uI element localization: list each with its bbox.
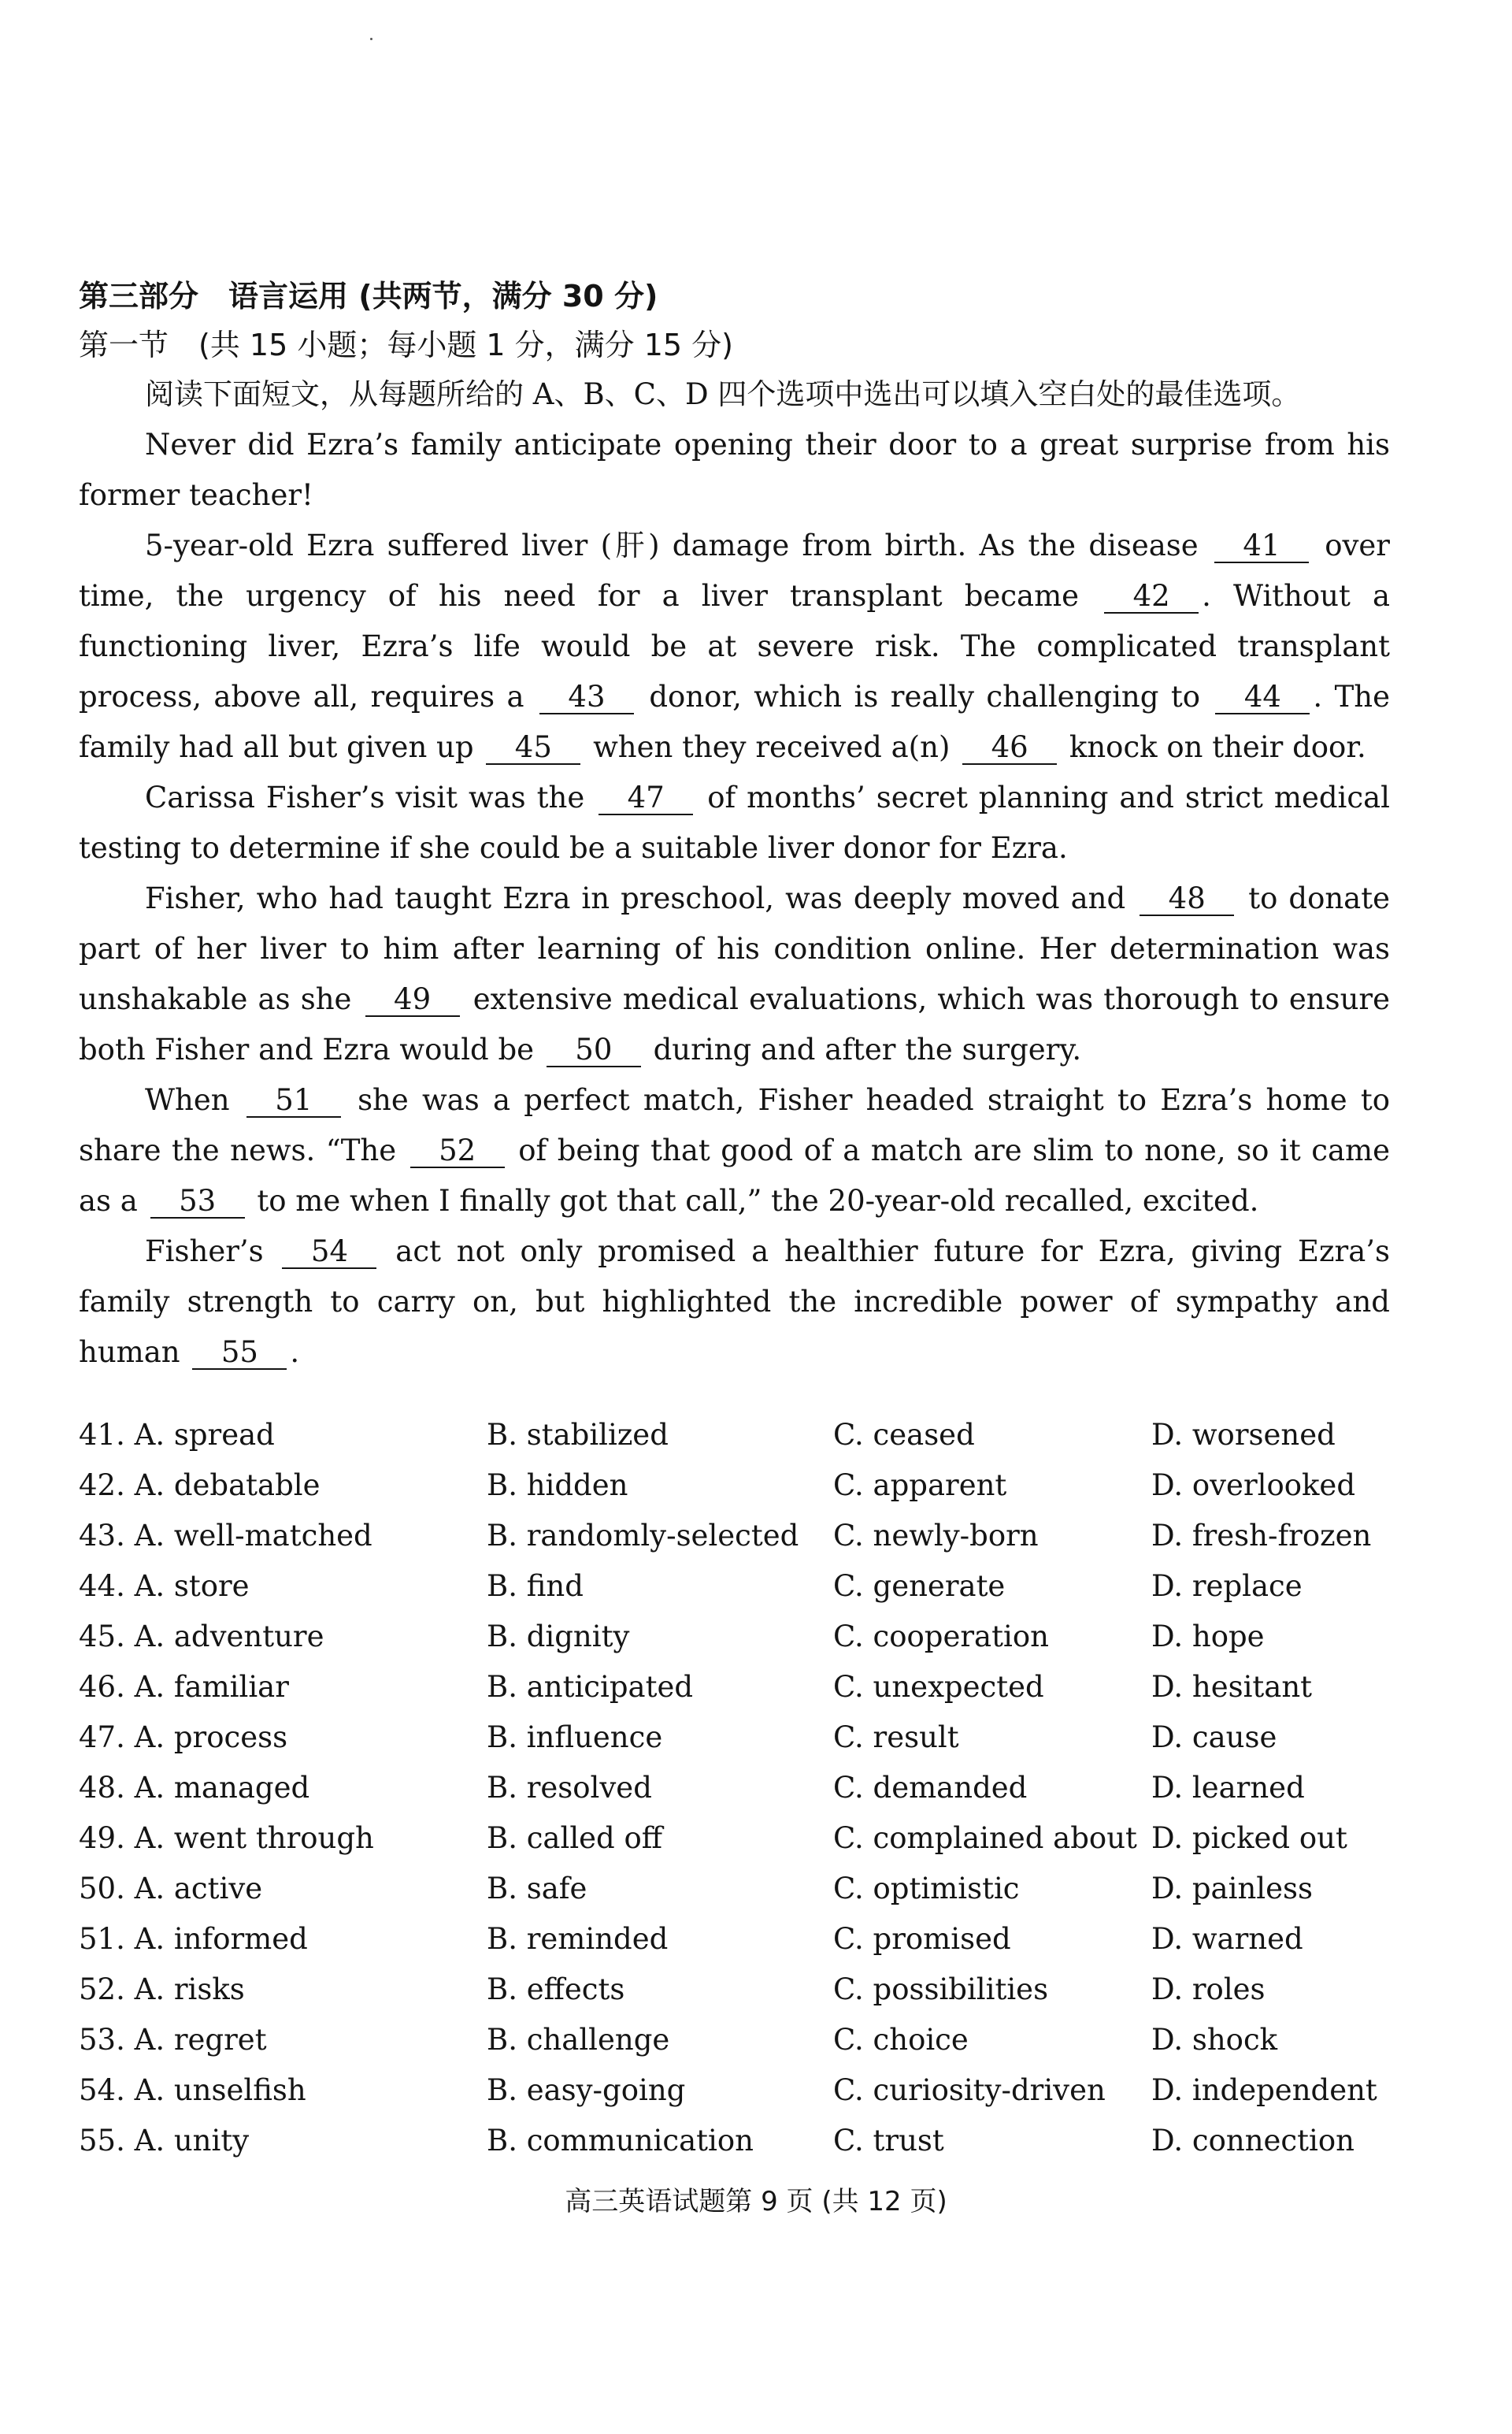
blank-55: 55 bbox=[192, 1337, 287, 1370]
option-d: D. overlooked bbox=[1151, 1468, 1356, 1502]
option-row-42 bbox=[79, 1460, 1402, 1511]
option-b: B. called off bbox=[487, 1821, 663, 1855]
option-a: 48. A. managed bbox=[79, 1771, 310, 1805]
option-a: 51. A. informed bbox=[79, 1922, 308, 1956]
blank-45: 45 bbox=[486, 732, 580, 765]
passage-text: donor, which is really challenging to bbox=[649, 680, 1200, 714]
passage-text: Fisher, who had taught Ezra in preschool, was deeply moved and bbox=[145, 881, 1126, 915]
option-c: C. curiosity-driven bbox=[833, 2073, 1106, 2107]
option-d: D. cause bbox=[1151, 1720, 1277, 1754]
passage-text: When bbox=[145, 1083, 230, 1117]
option-row-50 bbox=[79, 1864, 1402, 1914]
option-c: C. cooperation bbox=[833, 1620, 1049, 1653]
option-a: 43. A. well-matched bbox=[79, 1519, 372, 1553]
option-a: 54. A. unselfish bbox=[79, 2073, 306, 2107]
blank-42: 42 bbox=[1104, 581, 1199, 614]
option-row-43 bbox=[79, 1511, 1402, 1561]
option-a: 41. A. spread bbox=[79, 1418, 275, 1452]
passage-paragraph-2 bbox=[79, 521, 1390, 773]
option-row-54 bbox=[79, 2065, 1402, 2116]
option-row-47 bbox=[79, 1712, 1402, 1763]
blank-53: 53 bbox=[150, 1185, 245, 1219]
option-d: D. roles bbox=[1151, 1972, 1266, 2006]
option-d: D. worsened bbox=[1151, 1418, 1336, 1452]
blank-47: 47 bbox=[598, 782, 693, 815]
option-d: D. learned bbox=[1151, 1771, 1305, 1805]
option-c: C. newly-born bbox=[833, 1519, 1039, 1553]
option-a: 46. A. familiar bbox=[79, 1670, 289, 1704]
option-d: D. connection bbox=[1151, 2124, 1354, 2158]
passage-paragraph-5 bbox=[79, 1075, 1390, 1226]
passage-text: when they received a(n) bbox=[593, 730, 951, 764]
option-d: D. fresh-frozen bbox=[1151, 1519, 1372, 1553]
option-b: B. effects bbox=[487, 1972, 625, 2006]
option-c: C. optimistic bbox=[833, 1872, 1020, 1905]
passage-paragraph-1: Never did Ezra’s family anticipate opening their door to a great surprise from his former teacher! bbox=[79, 428, 1390, 512]
passage-text: to me when I finally got that call,” the 20-year-old recalled, excited. bbox=[257, 1184, 1259, 1218]
passage-text: of being that good of a match are slim to none, so it came as a bbox=[79, 1134, 1390, 1218]
reading-section bbox=[79, 272, 1390, 1378]
option-row-41 bbox=[79, 1410, 1402, 1460]
passage-text: Fisher’s bbox=[145, 1234, 264, 1268]
passage-text: . The family had all but given up bbox=[79, 680, 1391, 764]
option-b: B. randomly-selected bbox=[487, 1519, 799, 1553]
option-c: C. apparent bbox=[833, 1468, 1007, 1502]
passage-paragraph-3 bbox=[79, 773, 1390, 874]
option-d: D. painless bbox=[1151, 1872, 1313, 1905]
option-c: C. unexpected bbox=[833, 1670, 1044, 1704]
option-d: D. hesitant bbox=[1151, 1670, 1313, 1704]
passage-paragraph-4 bbox=[79, 874, 1390, 1075]
option-row-53 bbox=[79, 2015, 1402, 2065]
passage-text: extensive medical evaluations, which was thorough to ensure both Fisher and Ezra would be bbox=[79, 982, 1391, 1067]
option-row-52 bbox=[79, 1965, 1402, 2015]
blank-43: 43 bbox=[539, 681, 634, 714]
blank-51: 51 bbox=[246, 1085, 341, 1118]
subsection-title: 第一节 (共 15 小题；每小题 1 分，满分 15 分) bbox=[79, 328, 734, 362]
option-a: 42. A. debatable bbox=[79, 1468, 321, 1502]
option-a: 49. A. went through bbox=[79, 1821, 374, 1855]
passage-text: knock on their door. bbox=[1069, 730, 1366, 764]
option-c: C. complained about bbox=[833, 1821, 1137, 1855]
passage-text: . bbox=[290, 1335, 300, 1369]
passage-text: 5-year-old Ezra suffered liver (肝) damage from birth. As the disease bbox=[145, 529, 1199, 562]
option-c: C. promised bbox=[833, 1922, 1011, 1956]
option-b: B. challenge bbox=[487, 2023, 670, 2057]
option-b: B. reminded bbox=[487, 1922, 669, 1956]
option-c: C. result bbox=[833, 1720, 959, 1754]
option-d: D. independent bbox=[1151, 2073, 1377, 2107]
option-b: B. dignity bbox=[487, 1620, 630, 1653]
option-b: B. easy-going bbox=[487, 2073, 686, 2107]
option-c: C. ceased bbox=[833, 1418, 975, 1452]
option-c: C. possibilities bbox=[833, 1972, 1049, 2006]
option-c: C. choice bbox=[833, 2023, 969, 2057]
instructions: 阅读下面短文，从每题所给的 A、B、C、D 四个选项中选出可以填入空白处的最佳选项。 bbox=[145, 377, 1301, 411]
answer-options bbox=[79, 1410, 1402, 2166]
page-footer: 高三英语试题第 9 页 (共 12 页) bbox=[565, 2186, 947, 2217]
option-row-49 bbox=[79, 1813, 1402, 1864]
passage-text: during and after the surgery. bbox=[653, 1033, 1082, 1067]
blank-48: 48 bbox=[1140, 883, 1234, 916]
option-b: B. anticipated bbox=[487, 1670, 694, 1704]
option-row-51 bbox=[79, 1914, 1402, 1965]
option-d: D. replace bbox=[1151, 1569, 1303, 1603]
option-row-46 bbox=[79, 1662, 1402, 1712]
option-b: B. stabilized bbox=[487, 1418, 669, 1452]
section-title: 第三部分 语言运用 (共两节，满分 30 分) bbox=[79, 279, 658, 314]
passage-text: Carissa Fisher’s visit was the bbox=[145, 781, 585, 814]
option-b: B. communication bbox=[487, 2124, 754, 2158]
option-row-55 bbox=[79, 2116, 1402, 2166]
blank-50: 50 bbox=[547, 1034, 641, 1067]
option-c: C. demanded bbox=[833, 1771, 1028, 1805]
passage-text: to donate part of her liver to him after learning of his condition online. Her determination was unshakable as she bbox=[79, 881, 1391, 1016]
option-a: 55. A. unity bbox=[79, 2124, 250, 2158]
option-a: 53. A. regret bbox=[79, 2023, 267, 2057]
option-a: 50. A. active bbox=[79, 1872, 263, 1905]
passage-paragraph-6 bbox=[79, 1226, 1390, 1378]
option-b: B. influence bbox=[487, 1720, 663, 1754]
option-a: 52. A. risks bbox=[79, 1972, 245, 2006]
option-d: D. warned bbox=[1151, 1922, 1303, 1956]
option-c: C. generate bbox=[833, 1569, 1006, 1603]
option-d: D. hope bbox=[1151, 1620, 1265, 1653]
option-a: 45. A. adventure bbox=[79, 1620, 324, 1653]
option-a: 44. A. store bbox=[79, 1569, 250, 1603]
passage-text: she was a perfect match, Fisher headed straight to Ezra’s home to share the news. “The bbox=[79, 1083, 1390, 1167]
passage-text: of months’ secret planning and strict medical testing to determine if she could be a suitable liver donor for Ezra. bbox=[79, 781, 1390, 865]
option-row-48 bbox=[79, 1763, 1402, 1813]
passage-text: over time, the urgency of his need for a liver transplant became bbox=[79, 529, 1390, 613]
blank-52: 52 bbox=[410, 1135, 505, 1168]
option-row-44 bbox=[79, 1561, 1402, 1612]
passage-text: act not only promised a healthier future for Ezra, giving Ezra’s family strength to carry on, but highlighted the incredible power of sympathy and human bbox=[79, 1234, 1390, 1369]
blank-41: 41 bbox=[1214, 530, 1309, 563]
blank-54: 54 bbox=[282, 1236, 376, 1269]
option-b: B. find bbox=[487, 1569, 584, 1603]
option-a: 47. A. process bbox=[79, 1720, 288, 1754]
blank-49: 49 bbox=[365, 984, 460, 1017]
option-b: B. safe bbox=[487, 1872, 587, 1905]
passage-text: . Without a functioning liver, Ezra’s life would be at severe risk. The complicated transplant process, above all, requires a bbox=[79, 579, 1391, 714]
blank-46: 46 bbox=[962, 732, 1057, 765]
option-b: B. resolved bbox=[487, 1771, 652, 1805]
option-b: B. hidden bbox=[487, 1468, 628, 1502]
scan-speck bbox=[370, 38, 372, 40]
blank-44: 44 bbox=[1215, 681, 1310, 714]
option-row-45 bbox=[79, 1612, 1402, 1662]
option-d: D. picked out bbox=[1151, 1821, 1347, 1855]
option-c: C. trust bbox=[833, 2124, 944, 2158]
option-d: D. shock bbox=[1151, 2023, 1278, 2057]
